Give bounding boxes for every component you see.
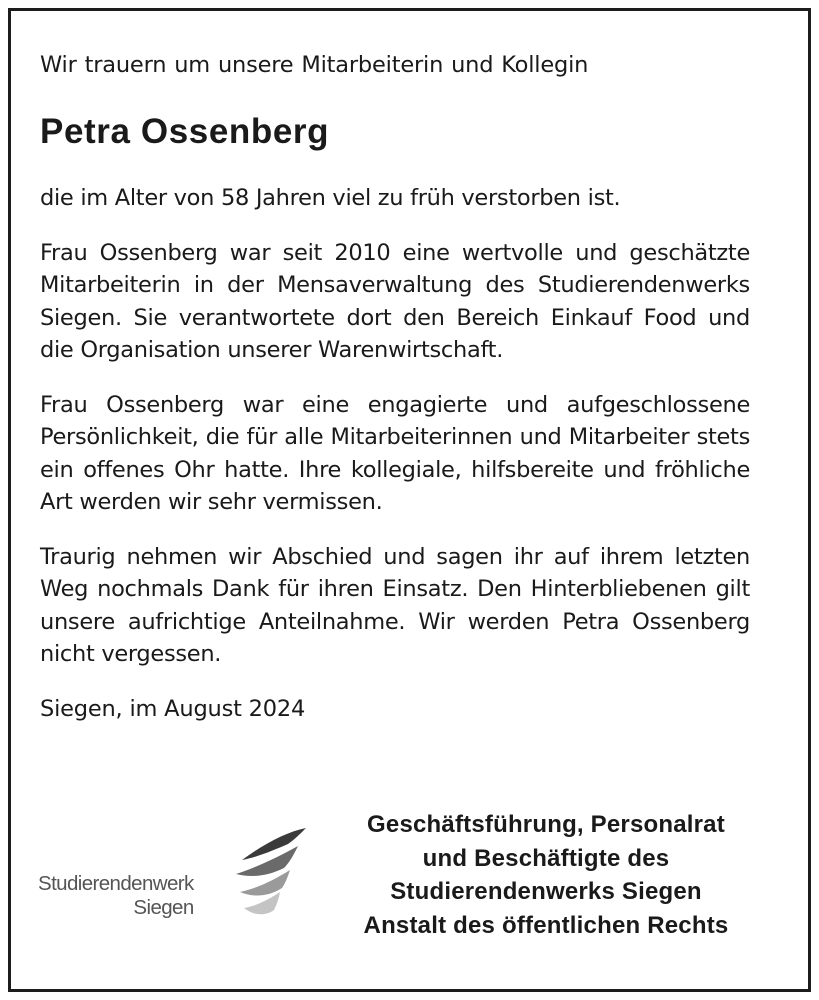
signature-line-1: Geschäftsführung, Personalrat — [367, 811, 725, 838]
intro-line: Wir trauern um unsere Mitarbeiterin und Kollegin — [40, 52, 589, 78]
personality-paragraph: Frau Ossenberg war eine engagierte und aufgeschlossene Persönlichkeit, die für alle Mitarbeiterinnen und Mitarbeiter stets ein offenes Ohr hatte. Ihre kollegiale, hilfsbereite und fröhliche Art werden wir sehr vermissen. — [40, 391, 750, 515]
signature-block — [330, 808, 762, 942]
swoosh-logo-icon — [228, 826, 310, 921]
deceased-name: Petra Ossenberg — [40, 112, 330, 151]
signature-line-2: und Beschäftigte des — [422, 844, 670, 872]
logo-wordmark — [38, 872, 194, 920]
signature-line-4: Anstalt des öffentlichen Rechts — [363, 911, 729, 939]
studierendenwerk-logo — [38, 826, 308, 926]
obituary-body — [40, 48, 750, 725]
farewell-paragraph: Traurig nehmen wir Abschied und sagen ihr auf ihrem letzten Weg nochmals Dank für ihren Einsatz. Den Hinterbliebenen gilt unsere aufrichtige Anteilnahme. Wir werden Petra Ossenberg nicht vergessen. — [40, 543, 750, 667]
logo-line-1: Studierendenwerk — [38, 872, 194, 895]
career-paragraph: Frau Ossenberg war seit 2010 eine wertvolle und geschätzte Mitarbeiterin in der Mensaverwaltung des Studierendenwerks Siegen. Sie verantwortete dort den Bereich Einkauf Food und die Organisation unserer Warenwirtschaft. — [40, 239, 750, 363]
logo-line-2: Siegen — [133, 896, 194, 919]
age-paragraph: die im Alter von 58 Jahren viel zu früh verstorben ist. — [40, 185, 621, 211]
place-date: Siegen, im August 2024 — [40, 695, 306, 722]
signature-line-3: Studierendenwerks Siegen — [390, 878, 702, 905]
